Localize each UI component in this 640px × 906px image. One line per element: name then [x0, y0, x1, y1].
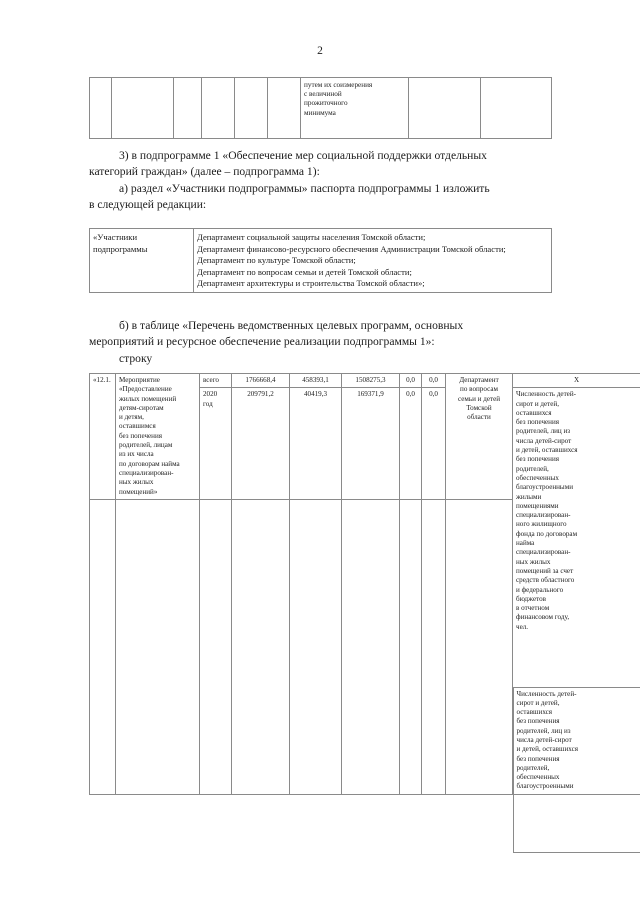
indicator-line: финансовом году,: [516, 613, 570, 622]
measure-line: Мероприятие: [119, 376, 160, 384]
period-line: год: [203, 399, 213, 408]
paragraph-item-b-line-1: б) в таблице «Перечень ведомственных целевых программ, основных: [119, 319, 464, 332]
table-row: [90, 229, 552, 293]
measure-line: из их числа: [119, 450, 154, 459]
measure-line: специализирован-: [119, 468, 174, 477]
measure-line: помещений»: [119, 487, 158, 496]
indicator-line: специализирован-: [516, 511, 571, 520]
table-row-indicator-2: [90, 794, 640, 795]
cell-indicator-2: [513, 687, 640, 853]
paragraph-item-b: [89, 318, 551, 350]
paragraph-stroku: [89, 351, 551, 367]
cell-empty-responsible: [446, 499, 513, 794]
paragraph-item-a-line-1: а) раздел «Участники подпрограммы» паспорта подпрограммы 1 изложить: [119, 182, 490, 195]
cell-empty-amount: [232, 499, 290, 794]
paragraph-item-3-line-1: 3) в подпрограмме 1 «Обеспечение мер социальной поддержки отдельных: [119, 149, 487, 162]
indicator-line: благоустроенными: [516, 483, 573, 492]
indicator-line: в отчетном: [516, 604, 550, 613]
continuation-line-1: путем их соизмерения: [304, 81, 373, 89]
measure-line: по договорам найма: [119, 459, 180, 468]
indicator-line: обеспеченных: [516, 473, 559, 482]
participants-label-cell: [90, 229, 194, 293]
indicator-line: ных жилых: [516, 557, 551, 566]
responsible-line: Томской: [466, 403, 492, 412]
cell-total-extra: 0,0: [422, 374, 446, 388]
cell-empty-5: [235, 78, 268, 139]
indicator-line: числа детей-сирот: [516, 436, 572, 445]
period-line: 2020: [203, 390, 218, 399]
indicator-line: чел.: [516, 622, 529, 631]
cell-empty-3: [174, 78, 202, 139]
measure-line: и детям,: [119, 413, 144, 422]
cell-indicator-header: X: [513, 374, 640, 388]
indicator-line: родителей, лиц из: [516, 726, 571, 735]
indicator-line: без попечения: [516, 455, 560, 464]
indicator-line: найма: [516, 539, 535, 548]
indicator-line: обеспеченных: [516, 773, 560, 782]
continuation-line-4: минимума: [304, 108, 336, 117]
responsible-line: Департамент: [459, 376, 499, 384]
cell-continuation-text: [301, 78, 409, 139]
indicator-line: средств областного: [516, 576, 575, 585]
cell-row-number: «12.1.: [90, 374, 116, 500]
paragraph-item-3: [89, 148, 551, 180]
cell-empty-4: [202, 78, 235, 139]
responsible-line: семьи и детей: [457, 394, 501, 403]
measure-line: детям-сиротам: [119, 403, 164, 412]
cell-period-total: всего: [200, 374, 232, 388]
paragraph-item-3-line-2: категорий граждан» (далее – подпрограмма 1):: [89, 165, 320, 179]
cell-empty-extra: [422, 499, 446, 794]
cell-empty-federal: [290, 499, 342, 794]
indicator-line: сирот и детей,: [516, 698, 560, 707]
indicator-line: фонда по договорам: [516, 529, 578, 538]
indicator-line: без попечения: [516, 754, 560, 763]
continuation-line-2: с величиной: [304, 90, 342, 99]
cell-empty-2: [112, 78, 174, 139]
cell-measure-name: [116, 374, 200, 500]
continuation-line-3: прожиточного: [304, 99, 348, 108]
indicator-line: Численность детей-: [516, 390, 576, 399]
cell-2020-local: 0,0: [400, 388, 422, 500]
table-row: [90, 78, 552, 139]
table-row-total: [90, 374, 640, 388]
indicator-line: без попечения: [516, 717, 560, 726]
participants-label-line-2: подпрограммы: [93, 243, 148, 254]
measure-line: оставшимся: [119, 422, 156, 431]
indicator-line: оставшихся: [516, 408, 552, 417]
indicator-line: и детей, оставшихся: [516, 745, 578, 754]
measure-line: «Предоставление: [119, 385, 172, 394]
indicator-line: родителей,: [516, 464, 549, 473]
indicator-line: родителей,: [516, 763, 550, 772]
participant-item: Департамент финансово-ресурсного обеспечения Администрации Томской области;: [197, 243, 506, 254]
indicator-line: Численность детей-: [516, 689, 577, 698]
indicator-line: без попечения: [516, 418, 560, 427]
cell-empty-6: [268, 78, 301, 139]
indicator-line: помещениями: [516, 501, 559, 510]
cell-2020-regional: 169371,9: [342, 388, 400, 500]
paragraph-item-a-line-2: в следующей редакции:: [89, 198, 207, 212]
indicator-line: благоустроенными: [516, 782, 574, 791]
paragraph-stroku-text: строку: [119, 352, 153, 365]
participants-label-line-1: «Участники: [93, 232, 138, 242]
participant-item: Департамент архитектуры и строительства Томской области»;: [197, 278, 425, 289]
indicator-line: числа детей-сирот: [516, 735, 572, 744]
indicator-line: специализирован-: [516, 548, 571, 557]
page-number: 2: [317, 45, 323, 57]
responsible-line: области: [467, 413, 491, 422]
cell-empty-7: [409, 78, 481, 139]
participant-item: Департамент по культуре Томской области;: [197, 255, 356, 266]
cell-2020-amount: 209791,2: [232, 388, 290, 500]
indicator-line: жилыми: [516, 492, 542, 501]
measure-line: ных жилых: [119, 478, 154, 487]
cell-empty-name: [116, 499, 200, 794]
cell-total-regional: 1508275,3: [342, 374, 400, 388]
participants-value-cell: [194, 229, 552, 293]
participants-table: [89, 228, 552, 293]
cell-total-local: 0,0: [400, 374, 422, 388]
indicator-line: бюджетов: [516, 594, 547, 603]
indicator-line: родителей, лиц из: [516, 427, 571, 436]
cell-2020-federal: 40419,3: [290, 388, 342, 500]
participant-item: Департамент по вопросам семьи и детей Томской области;: [197, 266, 412, 277]
paragraph-item-b-line-2: мероприятий и ресурсное обеспечение реализации подпрограммы 1»:: [89, 335, 435, 349]
measure-line: родителей, лицам: [119, 441, 173, 450]
cell-period-2020: [200, 388, 232, 500]
indicator-line: и детей, оставшихся: [516, 446, 578, 455]
continuation-table: [89, 77, 552, 139]
cell-responsible-authority: [446, 374, 513, 500]
cell-2020-extra: 0,0: [422, 388, 446, 500]
cell-empty-local: [400, 499, 422, 794]
paragraph-item-a: [89, 181, 551, 213]
cell-empty-regional: [342, 499, 400, 794]
cell-total-federal: 458393,1: [290, 374, 342, 388]
cell-empty-num: [90, 499, 116, 794]
participant-item: Департамент социальной защиты населения Томской области;: [197, 232, 426, 242]
cell-empty-1: [90, 78, 112, 139]
measures-resources-table: [89, 373, 640, 795]
measure-line: без попечения: [119, 431, 163, 440]
indicator-line: помещений за счет: [516, 566, 574, 575]
indicator-line: ного жилищного: [516, 520, 567, 529]
indicator-line: оставшихся: [516, 708, 553, 717]
cell-empty-8: [481, 78, 552, 139]
measure-line: жилых помещений: [119, 394, 177, 403]
responsible-line: по вопросам: [460, 385, 498, 394]
indicator-line: сирот и детей,: [516, 399, 559, 408]
cell-total-amount: 1766668,4: [232, 374, 290, 388]
indicator-line: и федерального: [516, 585, 564, 594]
cell-empty-period: [200, 499, 232, 794]
